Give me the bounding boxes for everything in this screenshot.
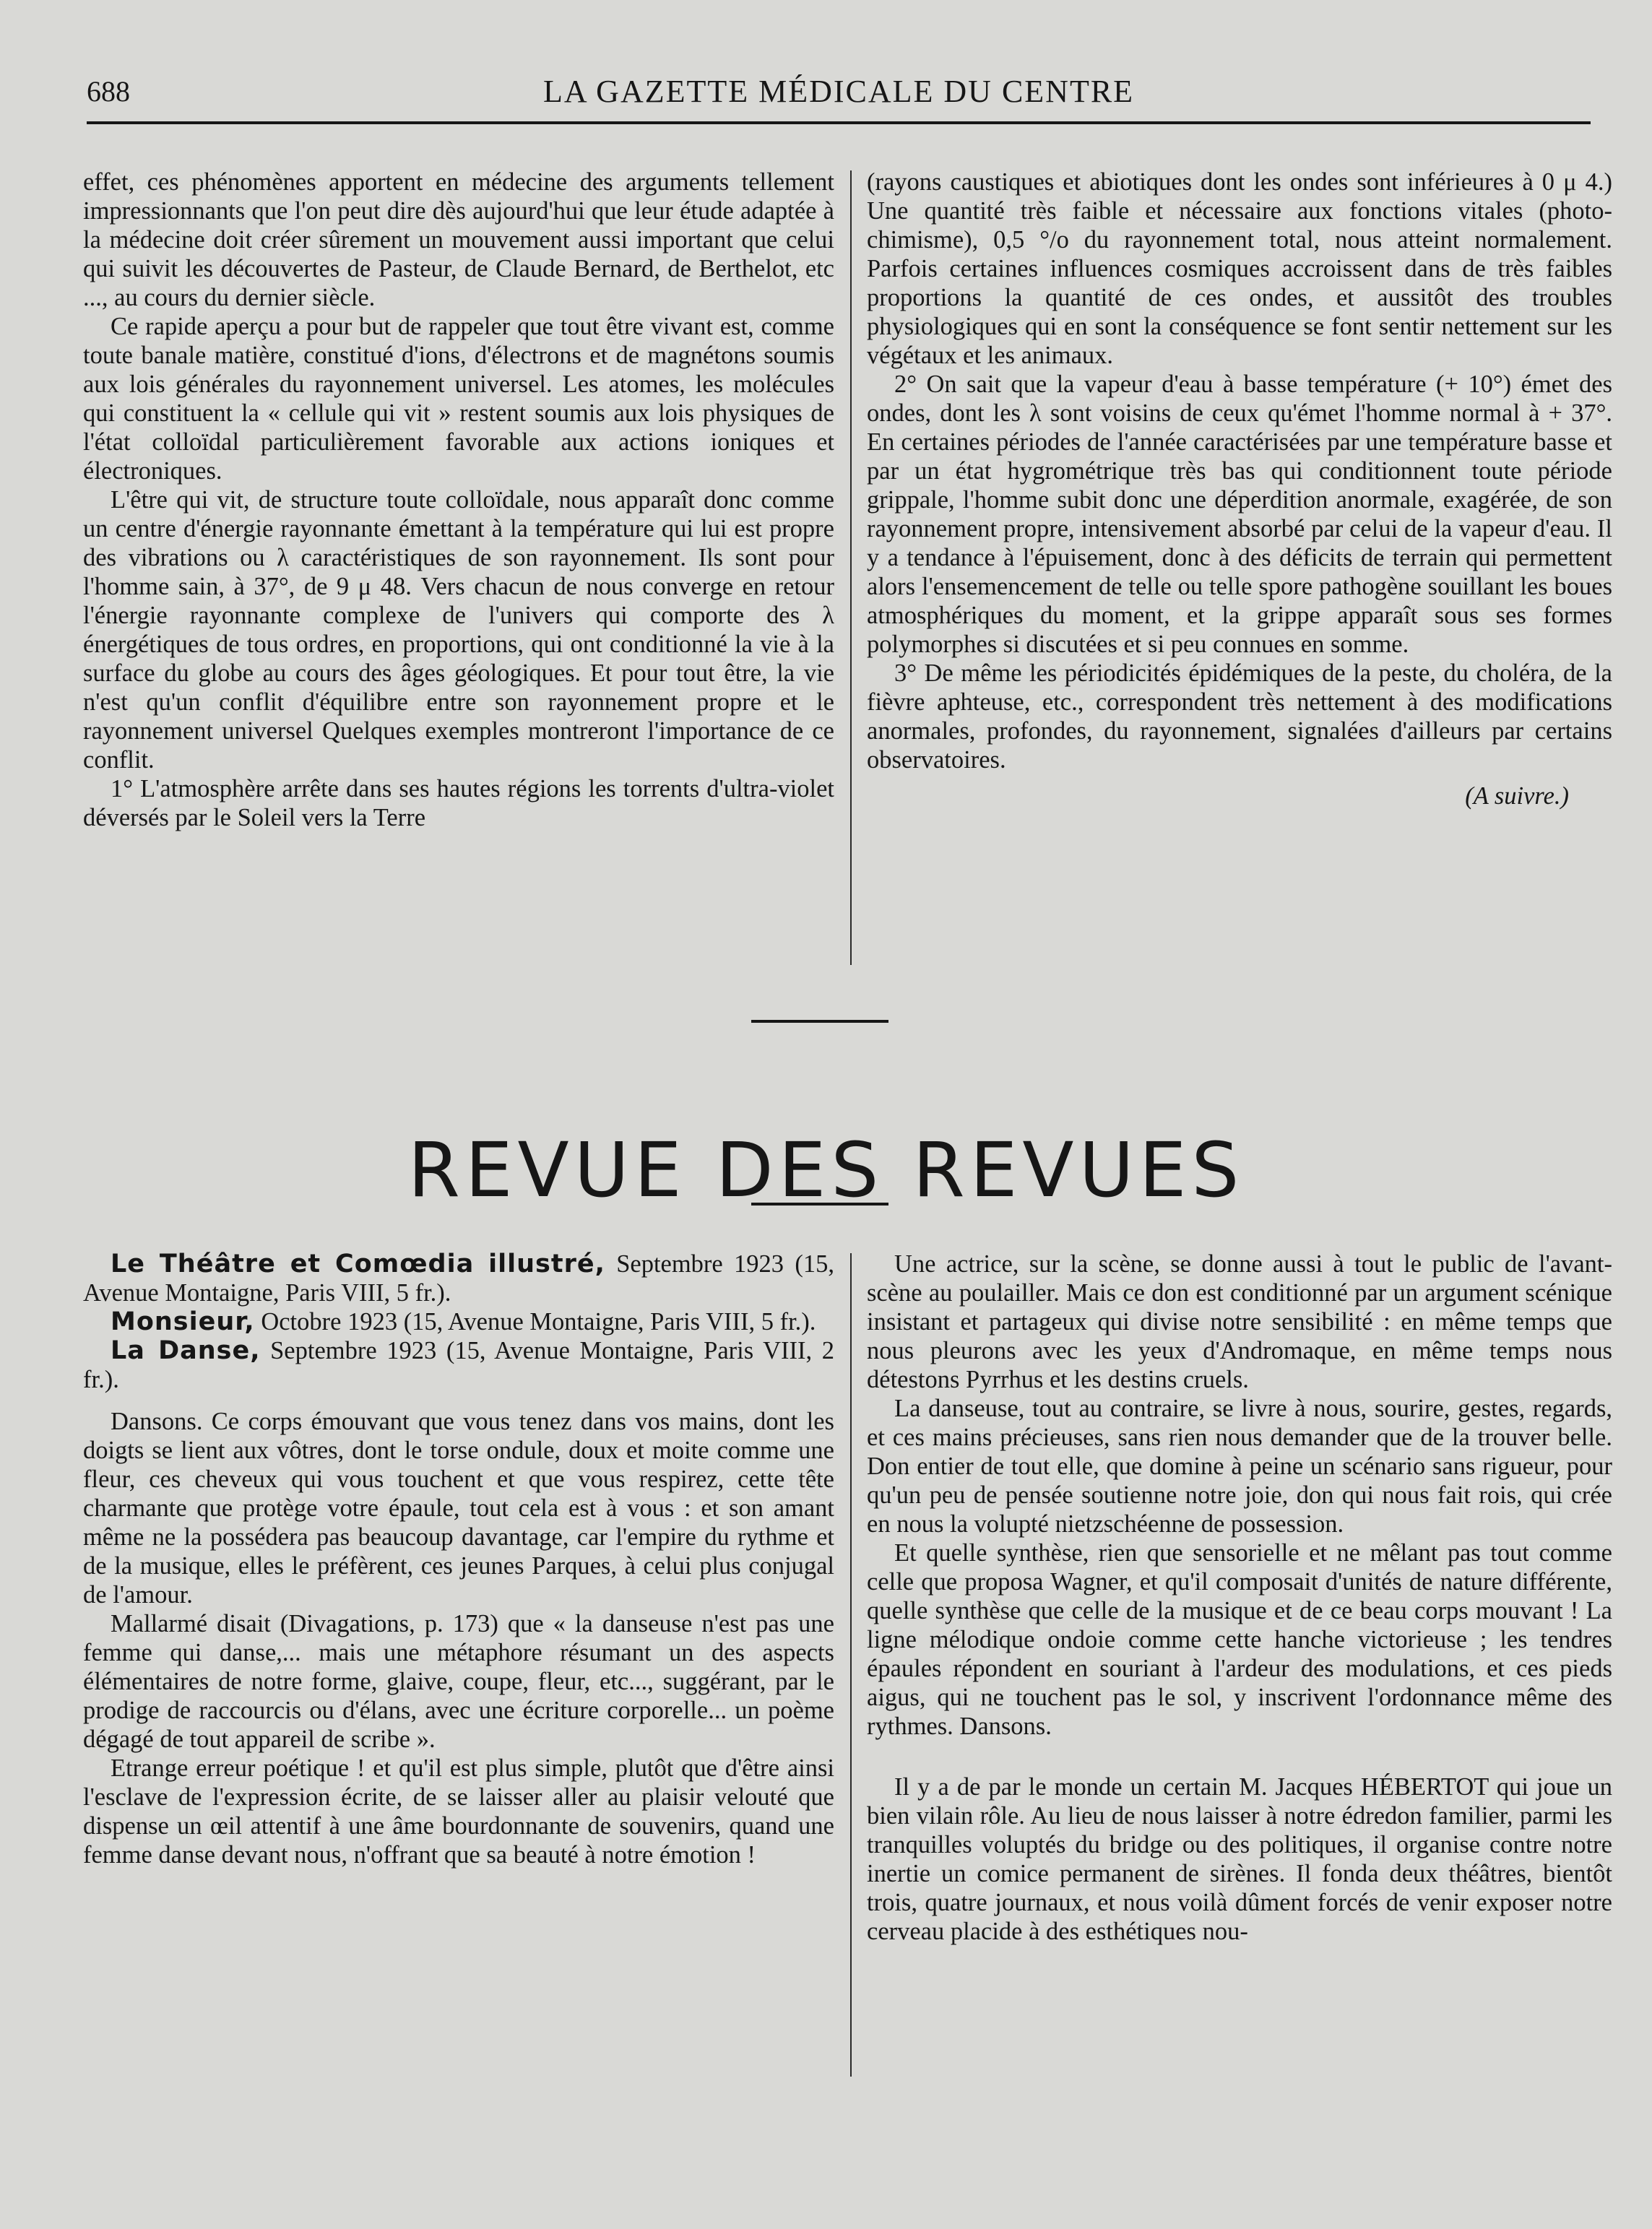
review-paragraph: La danseuse, tout au contraire, se livre à nous, sourire, gestes, regards, et ces mains précieuses, sans rien nous demander que de la trouver belle. Don entier de tout elle, que domine à peine un scénario sans rigueur, pour qu'un peu de pensée soutienne notre joie, don qui nous fait rois, qui crée en nous la volupté nietzschéenne de possession. — [867, 1395, 1612, 1538]
review-details: Septembre 1923 (15, Avenue Montaigne, Paris VIII, 2 fr.). — [83, 1337, 834, 1393]
section-title: REVUE DES REVUES — [407, 1125, 1245, 1214]
review-paragraph: Et quelle synthèse, rien que sensorielle et ne mêlant pas tout comme celle que proposa Wagner, et qu'il composait d'unités de nature différente, quelle synthèse que celle de la musique et de ce beau corps mouvant ! La ligne mélodique ondoie comme cette hanche victorieuse ; les tendres épaules répondent en souriant à l'ardeur des modulations, et ces pieds aigus, qui ne touchent pas le sol, y inscrivent l'ordonnance même des rythmes. Dansons. — [867, 1539, 1612, 1740]
column-divider — [850, 170, 852, 965]
section-rule-bottom — [751, 1203, 888, 1206]
article-column-left — [83, 168, 834, 966]
review-entry — [83, 1307, 834, 1336]
review-column-right — [867, 1250, 1612, 2080]
review-name: Le Théâtre et Comœdia illustré, — [111, 1250, 605, 1278]
article-column-right — [867, 168, 1612, 966]
section-rule-top — [751, 1020, 888, 1023]
article-paragraph: 2° On sait que la vapeur d'eau à basse température (+ 10°) émet des ondes, dont les λ sont voisins de ceux qu'émet l'homme normal à + 37°. En certaines périodes de l'année caractérisées par une température basse et par un état hygrométrique très bas qui conditionnent toute période grippale, l'homme subit donc une déperdition anormale, exagérée, de son rayonnement propre, intensivement absorbé par celui de la vapeur d'eau. Il y a tendance à l'épuisement, donc à des déficits de terrain qui permettent alors l'ensemencement de telle ou telle spore pathogène souillant les boues atmosphériques du moment, et la grippe apparaît sous ses formes polymorphes si discutées et si peu connues en somme. — [867, 371, 1612, 658]
to-follow-note: (A suivre.) — [1465, 782, 1569, 810]
review-paragraph: Une actrice, sur la scène, se donne aussi à tout le public de l'avant-scène au poulailler. Mais ce don est conditionné par un argument scénique insistant et partageux qui divise notre sensibilité : en même temps que nous pleurons avec les yeux d'Andromaque, en même temps nous détestons Pyrrhus et les destins cruels. — [867, 1250, 1612, 1393]
review-paragraph: Dansons. Ce corps émouvant que vous tenez dans vos mains, dont les doigts se lient aux vôtres, dont le torse ondule, doux et moite comme une fleur, ces cheveux qui vous touchent et que vous respirez, cette tête charmante que protège votre épaule, tout cela est à vous : et son amant même ne la possédera pas beaucoup davantage, car l'empire du rythme et de la musique, elles le préfèrent, ces jeunes Parques, à celui plus conjugal de l'amour. — [83, 1408, 834, 1609]
review-name: La Danse, — [111, 1336, 261, 1365]
header-rule — [87, 121, 1591, 124]
review-paragraph: Il y a de par le monde un certain M. Jacques HÉBERTOT qui joue un bien vilain rôle. Au lieu de nous laisser à notre édredon familier, parmi les tranquilles voluptés du bridge ou des politiques, il organise contre notre inertie un comice permanent de sirènes. Il fonda deux théâtres, bientôt trois, quatre journaux, et nous voilà dûment forcés de venir exposer notre cerveau placide à des esthétiques nou- — [867, 1773, 1612, 1945]
article-paragraph: 1° L'atmosphère arrête dans ses hautes régions les torrents d'ultra-violet déversés par le Soleil vers la Terre — [83, 775, 834, 831]
review-entry — [83, 1250, 834, 1307]
column-divider — [850, 1253, 852, 2077]
article-paragraph: L'être qui vit, de structure toute colloïdale, nous apparaît donc comme un centre d'énergie rayonnante émettant à la température qui lui est propre des vibrations ou λ caractéristiques de son rayonnement. Ils sont pour l'homme sain, à 37°, de 9 μ 48. Vers chacun de nous converge en retour l'énergie rayonnante complexe de l'univers qui comporte des λ énergétiques de tous ordres, en proportions, qui ont conditionné la vie à la surface du globe au cours des âges géologiques. Et pour tout être, la vie n'est qu'un conflit d'équilibre entre son rayonnement propre et le rayonnement universel Quelques exemples montreront l'importance de ce conflit. — [83, 486, 834, 774]
running-title: LA GAZETTE MÉDICALE DU CENTRE — [542, 74, 1135, 109]
article-paragraph: Ce rapide aperçu a pour but de rappeler que tout être vivant est, comme toute banale matière, constitué d'ions, d'électrons et de magnétons soumis aux lois générales du rayonnement universel. Les atomes, les molécules qui constituent la « cellule qui vit » restent soumis aux lois physiques de l'état colloïdal particulièrement favorable aux actions ioniques et électroniques. — [83, 313, 834, 485]
review-paragraph: Etrange erreur poétique ! et qu'il est plus simple, plutôt que d'être ainsi l'esclave de l'expression écrite, de se laisser aller au plaisir velouté que dispense un œil attentif à une âme bourdonnante de souvenirs, quand une femme danse devant nous, n'offrant que sa beauté à notre émotion ! — [83, 1754, 834, 1869]
review-details: Septembre 1923 (15, Avenue Montaigne, Paris VIII, 5 fr.). — [83, 1250, 835, 1307]
review-name: Monsieur, — [111, 1307, 255, 1336]
review-column-left — [83, 1250, 834, 2080]
review-details: Octobre 1923 (15, Avenue Montaigne, Paris VIII, 5 fr.). — [254, 1308, 816, 1336]
article-paragraph: effet, ces phénomènes apportent en médecine des arguments tellement impressionnants que l'on peut dire dès aujourd'hui que leur étude adaptée à la médecine doit créer sûrement un mouvement aussi important que celui qui suivit les découvertes de Pasteur, de Claude Bernard, de Berthelot, etc ..., au cours du dernier siècle. — [83, 168, 834, 311]
page-number: 688 — [87, 75, 130, 108]
page-header — [87, 74, 1591, 110]
article-paragraph: (rayons caustiques et abiotiques dont les ondes sont inférieures à 0 μ 4.) Une quantité très faible et nécessaire aux fonctions vitales (photo-chimisme), 0,5 °/o du rayonnement total, nous atteint normalement. Parfois certaines influences cosmiques accroissent dans de très faibles proportions la quantité de ces ondes, et aussitôt des troubles physiologiques qui en sont la conséquence se font sentir nettement sur les végétaux et les animaux. — [867, 168, 1612, 369]
review-entry — [83, 1336, 834, 1394]
article-paragraph: 3° De même les périodicités épidémiques de la peste, du choléra, de la fièvre aphteuse, etc., correspondent très nettement à des modifications anormales, profondes, du rayonnement, signalées d'ailleurs par certains observatoires. — [867, 659, 1612, 774]
review-paragraph: Mallarmé disait (Divagations, p. 173) que « la danseuse n'est pas une femme qui danse,... mais une métaphore résumant un des aspects élémentaires de notre forme, glaive, coupe, fleur, etc..., suggérant, par le prodige de raccourcis ou d'élans, avec une écriture corporelle... un poème dégagé de tout appareil de scribe ». — [83, 1610, 834, 1753]
